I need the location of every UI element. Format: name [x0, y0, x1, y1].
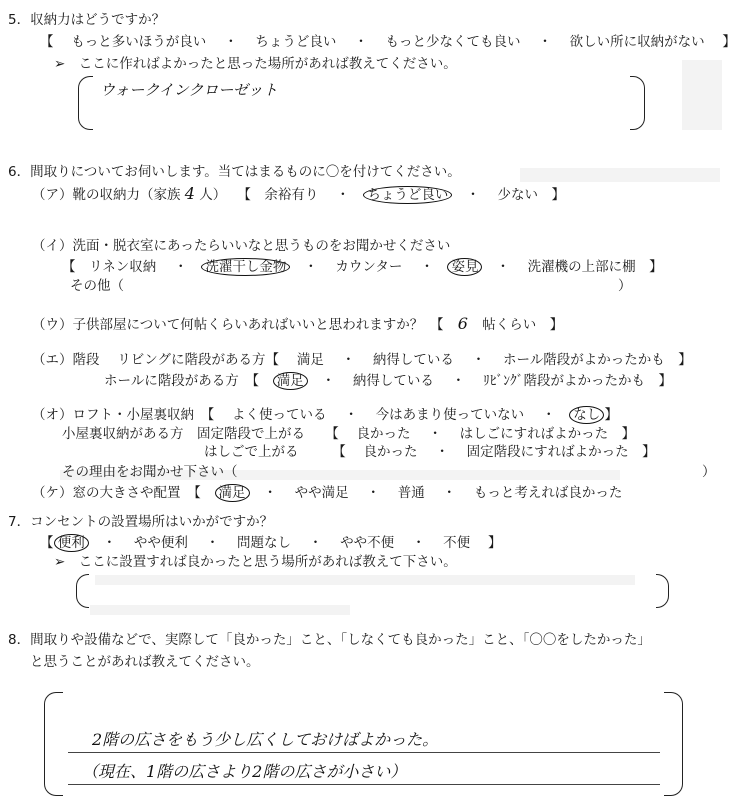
q5-sub-prompt: ➢ ここに作ればよかったと思った場所があれば教えてください。	[54, 56, 457, 72]
answer-bracket-right	[664, 692, 683, 796]
bleed-through-mark	[95, 575, 635, 585]
q7-sub-prompt: ➢ ここに設置すれば良かったと思う場所があれば教えて下さい。	[54, 554, 457, 570]
q5-title: 5．収納力はどうですか？	[8, 12, 166, 28]
q6-i-label: （イ）洗面・脱衣室にあったらいいなと思うものをお聞かせください	[32, 238, 451, 254]
family-count[interactable]: 4	[184, 184, 195, 203]
q5-options: 【 もっと多いほうが良い ・ ちょうど良い ・ もっと少なくても良い ・ 欲しい所に収納がない 】	[40, 34, 736, 50]
q8-title-line1: 8．間取りや設備などで、実際して「良かった」こと、「しなくても良かった」こと、「〇〇をしたかった」	[8, 632, 651, 648]
answer-bracket-left	[44, 692, 63, 796]
option-less-ok[interactable]: もっと少なくても良い	[385, 34, 521, 50]
option-loft-none[interactable]: なし	[569, 406, 604, 424]
q6-e-row2: ホールに階段がある方 【 満足 ・ 納得している ・ ﾘﾋﾞﾝｸﾞ階段がよかったかも 】	[104, 373, 672, 389]
option-just-right[interactable]: ちょうど良い	[255, 34, 337, 50]
answer-bracket-right	[630, 76, 645, 130]
q7-options: 【 便利 ・ やや便利 ・ 問題なし ・ やや不便 ・ 不便 】	[40, 535, 502, 551]
answer-bracket-left	[78, 76, 93, 130]
q6-o-row1: （オ）ロフト・小屋裏収納 【 よく使っている ・ 今はあまり使っていない ・ なし 】	[32, 407, 619, 423]
answer-rule	[68, 752, 660, 753]
bleed-through-mark	[682, 60, 722, 130]
q7-title: 7．コンセントの設置場所はいかがですか？	[8, 514, 274, 530]
option-living-stairs-satisfied[interactable]: 満足	[296, 352, 324, 368]
q6-title: 6．間取りについてお伺いします。当てはまるものに〇を付けてください。	[8, 164, 461, 180]
q6-e-row1: （エ）階段 リビングに階段がある方【 満足 ・ 納得している ・ ホール階段がよかったかも 】	[32, 352, 692, 368]
q6-o-reason: その理由をお聞かせ下さい（	[62, 464, 238, 480]
answer-bracket-right	[656, 574, 669, 608]
q8-handwritten-answer-1[interactable]: 2階の広さをもう少し広くしておけばよかった。	[92, 730, 439, 749]
bleed-through-mark	[90, 605, 350, 615]
answer-bracket-left	[76, 574, 89, 608]
q8-title-line2: と思うことがあれば教えてください。	[30, 654, 260, 670]
q6-ke-row: （ケ）窓の大きさや配置 【 満足 ・ やや満足 ・ 普通 ・ もっと考えれば良かった	[32, 485, 623, 501]
q6-i-other: その他（	[70, 278, 124, 294]
q6-i-other-close: ）	[618, 278, 632, 294]
option-mirror[interactable]: 姿見	[447, 258, 482, 276]
q6-o-reason-close: ）	[702, 464, 716, 480]
q8-handwritten-answer-2[interactable]: （現在、1階の広さより2階の広さが小さい）	[82, 762, 407, 781]
q6-o-row2: 小屋裏収納がある方 固定階段で上がる 【 良かった ・ はしごにすればよかった 】	[62, 426, 636, 442]
q6-i-options: 【 リネン収納 ・ 洗濯干し金物 ・ カウンター ・ 姿見 ・ 洗濯機の上部に棚 】	[62, 259, 663, 275]
option-shoe-just-right[interactable]: ちょうど良い	[363, 186, 452, 204]
q6-o-row3: はしごで上がる 【 良かった ・ 固定階段にすればよかった 】	[204, 444, 656, 460]
bleed-through-mark	[520, 168, 720, 182]
option-no-storage[interactable]: 欲しい所に収納がない	[569, 34, 705, 50]
kids-room-size[interactable]: 6	[457, 314, 468, 333]
q6-u-row: （ウ）子供部屋について何帖くらいあればいいと思われますか？ 【 6 帖くらい 】	[32, 314, 564, 333]
option-laundry-hanger[interactable]: 洗濯干し金物	[201, 258, 290, 276]
answer-rule	[68, 784, 660, 785]
option-outlet-convenient[interactable]: 便利	[54, 534, 89, 552]
option-hall-stairs-satisfied[interactable]: 満足	[273, 372, 308, 390]
q6-a-row: （ア）靴の収納力（家族 4 人） 【 余裕有り ・ ちょうど良い ・ 少ない 】	[32, 184, 566, 203]
option-more-storage[interactable]: もっと多いほうが良い	[71, 34, 207, 50]
q5-handwritten-answer[interactable]: ウォークインクローゼット	[100, 81, 278, 99]
option-window-satisfied[interactable]: 満足	[215, 484, 250, 502]
